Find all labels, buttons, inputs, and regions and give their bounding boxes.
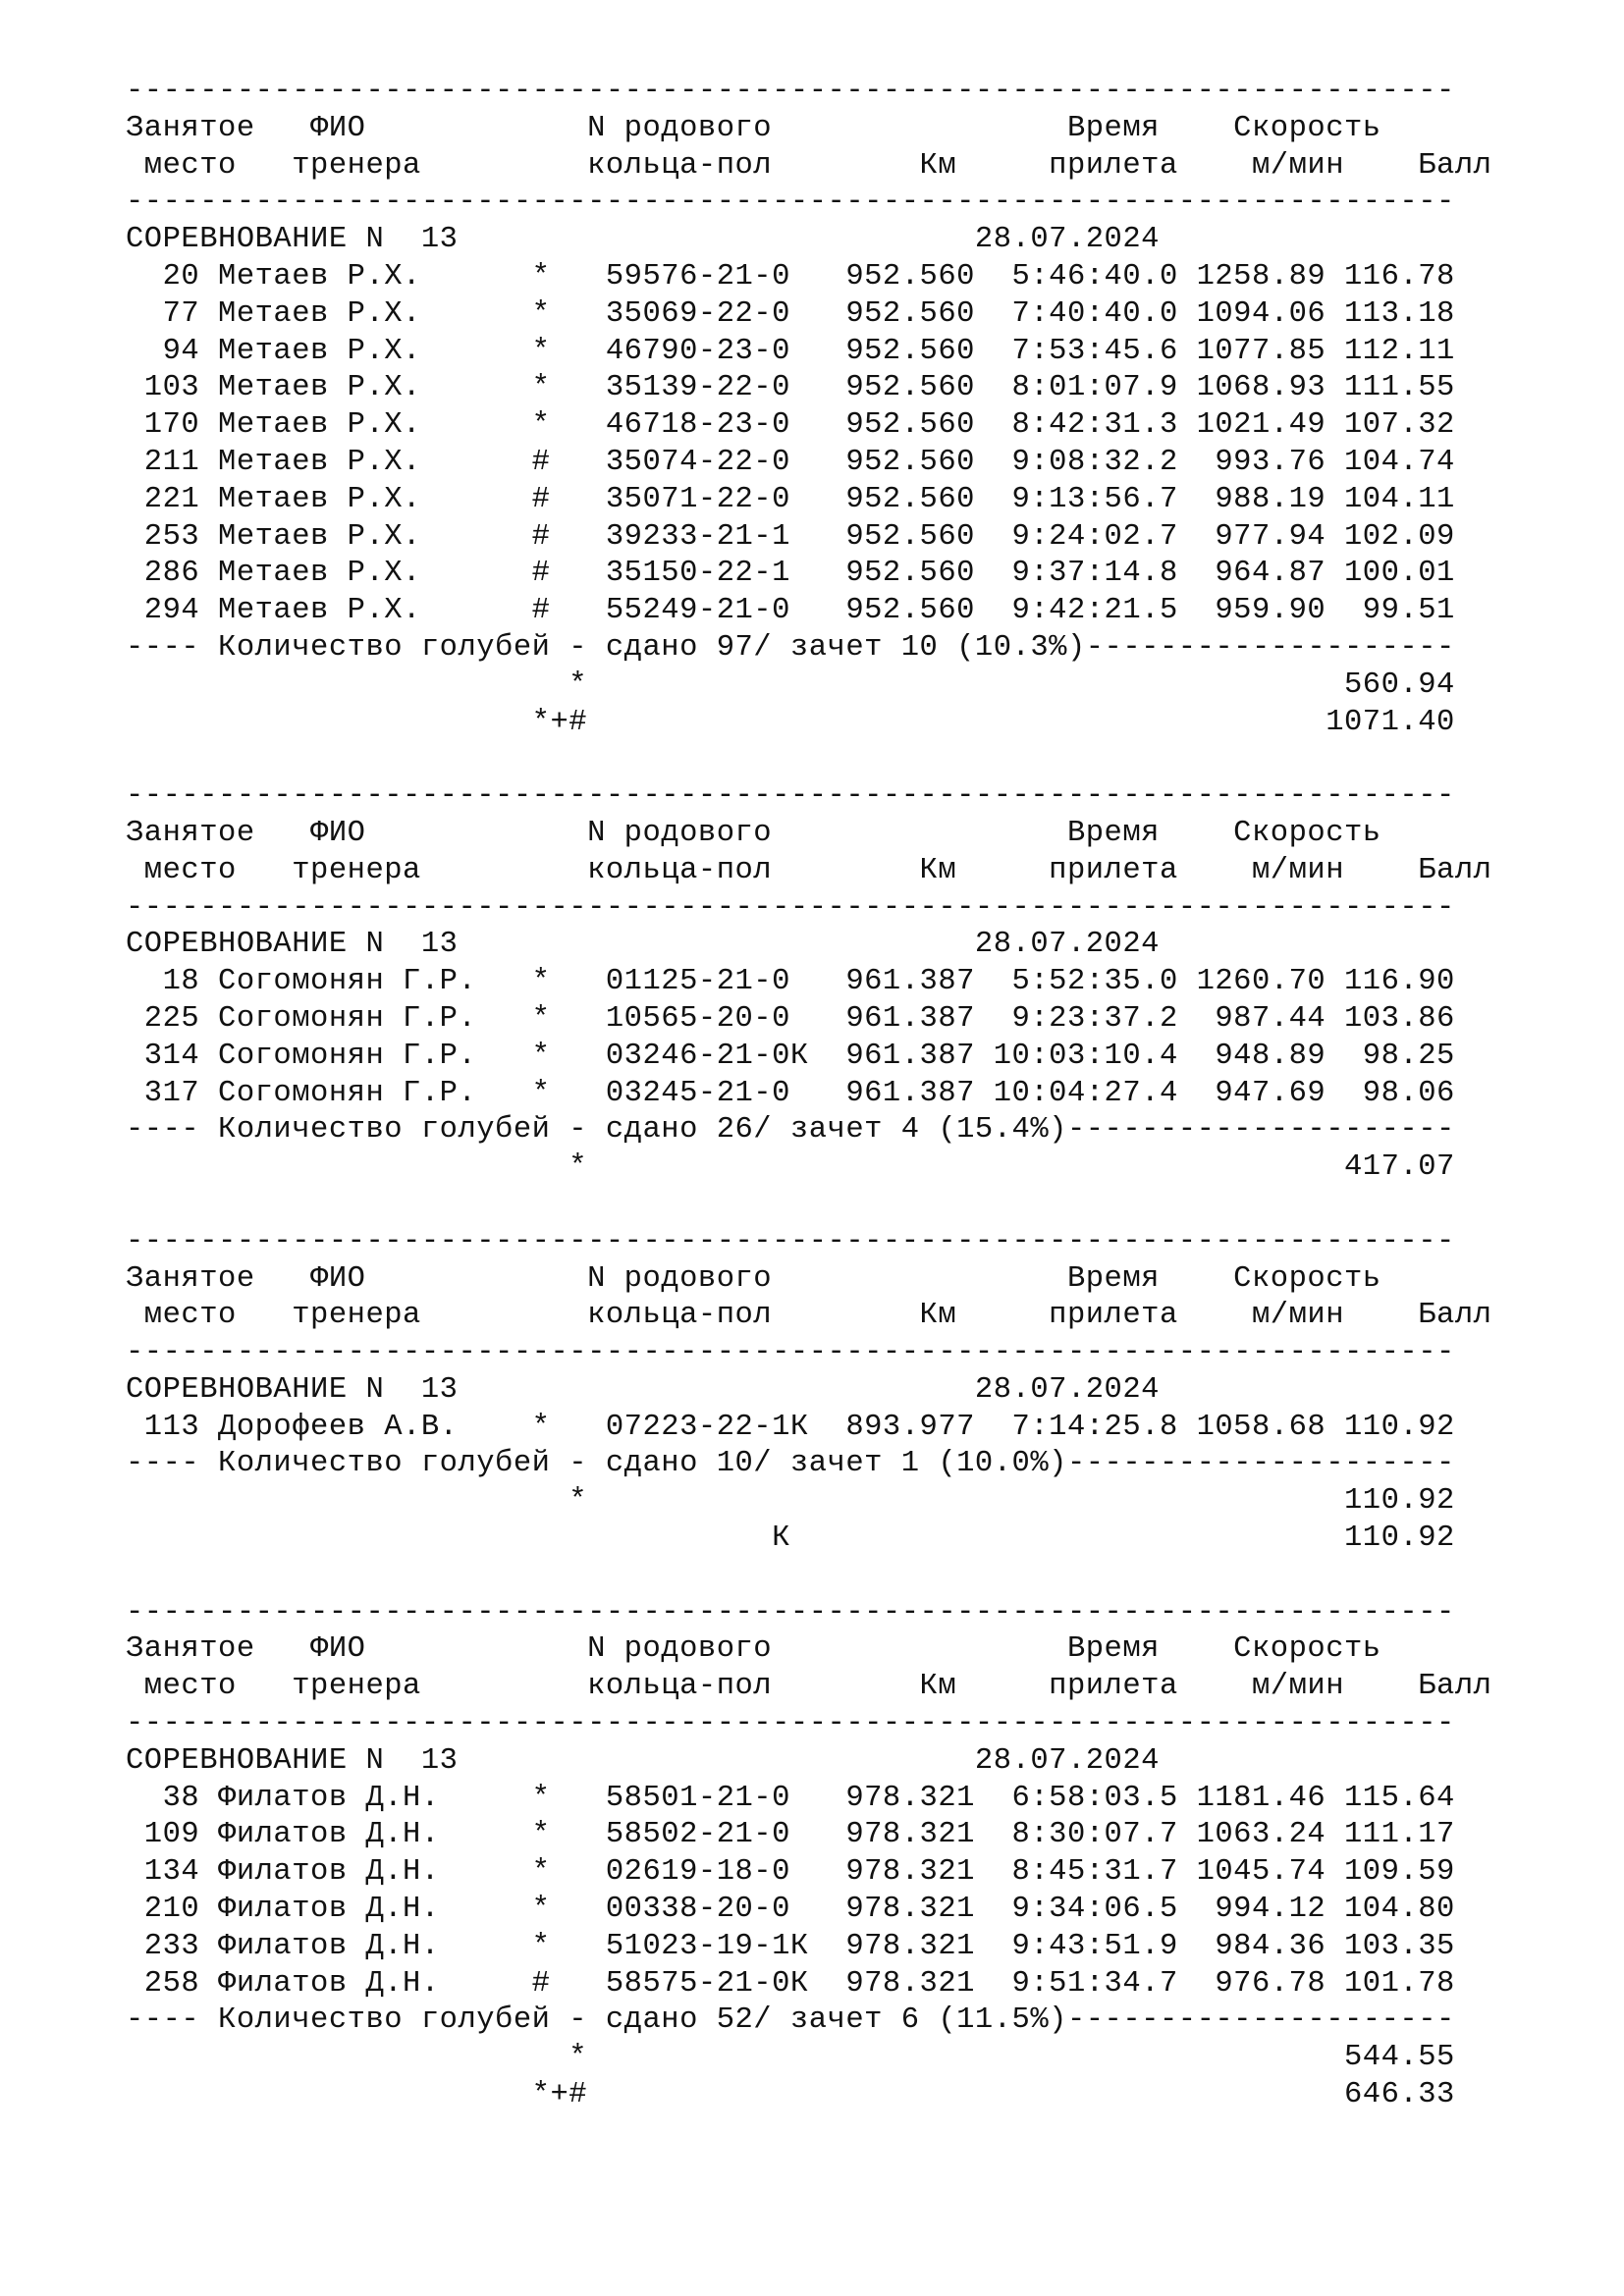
separator-line: ------------------------------------------------------------------------ <box>126 1707 1455 1741</box>
result-row: 294 Метаев Р.Х. # 55249-21-0 952.560 9:42:21.5 959.90 99.51 <box>126 594 1455 628</box>
points-total: К 110.92 <box>126 1522 1455 1556</box>
pigeon-count-summary: ---- Количество голубей - сдано 26/ зачет 4 (15.4%)--------------------- <box>126 1113 1455 1148</box>
result-row: 113 Дорофеев А.В. * 07223-22-1К 893.977 7:14:25.8 1058.68 110.92 <box>126 1410 1455 1444</box>
column-header-line-2: место тренера кольца-пол Км прилета м/мин Балл <box>126 1299 1492 1333</box>
points-total: * 110.92 <box>126 1484 1455 1519</box>
competition-title: СОРЕВНОВАНИЕ N 13 28.07.2024 <box>126 1372 1160 1407</box>
separator-line: ------------------------------------------------------------------------ <box>126 1595 1455 1629</box>
result-row: 253 Метаев Р.Х. # 39233-21-1 952.560 9:24:02.7 977.94 102.09 <box>126 519 1455 554</box>
result-row: 221 Метаев Р.Х. # 35071-22-0 952.560 9:13:56.7 988.19 104.11 <box>126 482 1455 516</box>
competition-title: СОРЕВНОВАНИЕ N 13 28.07.2024 <box>126 223 1160 257</box>
result-row: 286 Метаев Р.Х. # 35150-22-1 952.560 9:37:14.8 964.87 100.01 <box>126 557 1455 591</box>
points-total: *+# 646.33 <box>126 2078 1455 2112</box>
section-gap <box>126 741 1559 778</box>
result-row: 77 Метаев Р.Х. * 35069-22-0 952.560 7:40:40.0 1094.06 113.18 <box>126 296 1455 331</box>
result-row: 170 Метаев Р.Х. * 46718-23-0 952.560 8:42:31.3 1021.49 107.32 <box>126 408 1455 443</box>
column-header-line-2: место тренера кольца-пол Км прилета м/мин Балл <box>126 853 1492 887</box>
result-row: 103 Метаев Р.Х. * 35139-22-0 952.560 8:01:07.9 1068.93 111.55 <box>126 371 1455 405</box>
result-row: 134 Филатов Д.Н. * 02619-18-0 978.321 8:45:31.7 1045.74 109.59 <box>126 1855 1455 1890</box>
result-row: 225 Согомонян Г.Р. * 10565-20-0 961.387 9:23:37.2 987.44 103.86 <box>126 1001 1455 1036</box>
points-total: * 544.55 <box>126 2041 1455 2075</box>
points-total: * 417.07 <box>126 1150 1455 1185</box>
competition-title: СОРЕВНОВАНИЕ N 13 28.07.2024 <box>126 928 1160 962</box>
result-row: 94 Метаев Р.Х. * 46790-23-0 952.560 7:53:45.6 1077.85 112.11 <box>126 334 1455 368</box>
column-header-line-1: Занятое ФИО N родового Время Скорость <box>126 1632 1381 1667</box>
points-total: * 560.94 <box>126 667 1455 702</box>
separator-line: ------------------------------------------------------------------------ <box>126 890 1455 925</box>
result-row: 210 Филатов Д.Н. * 00338-20-0 978.321 9:34:06.5 994.12 104.80 <box>126 1893 1455 1927</box>
result-row: 233 Филатов Д.Н. * 51023-19-1К 978.321 9:43:51.9 984.36 103.35 <box>126 1929 1455 1963</box>
column-header-line-1: Занятое ФИО N родового Время Скорость <box>126 1261 1381 1296</box>
result-row: 109 Филатов Д.Н. * 58502-21-0 978.321 8:30:07.7 1063.24 111.17 <box>126 1818 1455 1852</box>
competition-title: СОРЕВНОВАНИЕ N 13 28.07.2024 <box>126 1743 1160 1778</box>
column-header-line-2: место тренера кольца-пол Км прилета м/мин Балл <box>126 148 1492 183</box>
result-row: 38 Филатов Д.Н. * 58501-21-0 978.321 6:58:03.5 1181.46 115.64 <box>126 1781 1455 1815</box>
result-section <box>126 1187 1559 1558</box>
separator-line: ------------------------------------------------------------------------ <box>126 1336 1455 1370</box>
result-section <box>126 741 1559 1187</box>
result-section <box>126 74 1559 741</box>
separator-line: ------------------------------------------------------------------------ <box>126 75 1455 108</box>
separator-line: ------------------------------------------------------------------------ <box>126 1224 1455 1258</box>
points-total: *+# 1071.40 <box>126 705 1455 739</box>
section-gap <box>126 1558 1559 1595</box>
result-row: 18 Согомонян Г.Р. * 01125-21-0 961.387 5:52:35.0 1260.70 116.90 <box>126 965 1455 999</box>
results-report <box>126 74 1559 2114</box>
column-header-line-1: Занятое ФИО N родового Время Скорость <box>126 816 1381 850</box>
result-row: 314 Согомонян Г.Р. * 03246-21-0К 961.387 10:03:10.4 948.89 98.25 <box>126 1039 1455 1073</box>
result-row: 258 Филатов Д.Н. # 58575-21-0К 978.321 9:51:34.7 976.78 101.78 <box>126 1966 1455 2001</box>
result-row: 317 Согомонян Г.Р. * 03245-21-0 961.387 10:04:27.4 947.69 98.06 <box>126 1076 1455 1110</box>
result-row: 20 Метаев Р.Х. * 59576-21-0 952.560 5:46:40.0 1258.89 116.78 <box>126 259 1455 294</box>
section-gap <box>126 1187 1559 1224</box>
separator-line: ------------------------------------------------------------------------ <box>126 779 1455 814</box>
result-section <box>126 1558 1559 2114</box>
pigeon-count-summary: ---- Количество голубей - сдано 97/ зачет 10 (10.3%)-------------------- <box>126 630 1455 665</box>
separator-line: ------------------------------------------------------------------------ <box>126 186 1455 220</box>
result-row: 211 Метаев Р.Х. # 35074-22-0 952.560 9:08:32.2 993.76 104.74 <box>126 445 1455 479</box>
pigeon-count-summary: ---- Количество голубей - сдано 52/ зачет 6 (11.5%)--------------------- <box>126 2003 1455 2038</box>
column-header-line-2: место тренера кольца-пол Км прилета м/мин Балл <box>126 1670 1492 1704</box>
pigeon-count-summary: ---- Количество голубей - сдано 10/ зачет 1 (10.0%)--------------------- <box>126 1447 1455 1481</box>
column-header-line-1: Занятое ФИО N родового Время Скорость <box>126 111 1381 145</box>
